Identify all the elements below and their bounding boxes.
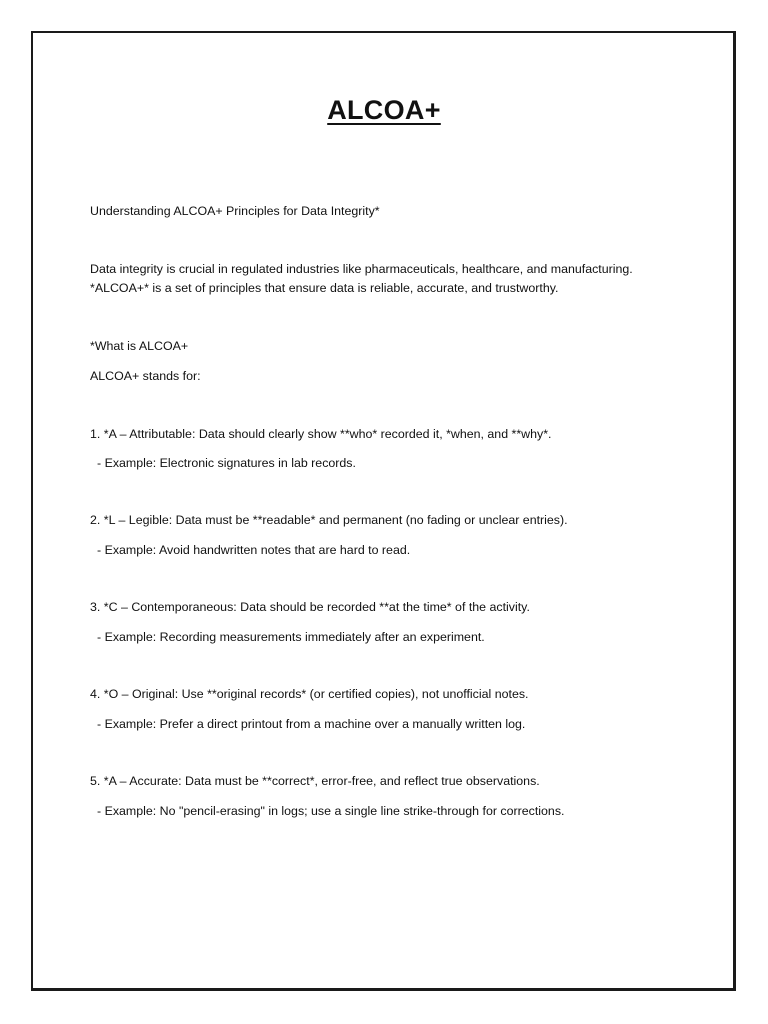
principle-attributable: 1. *A – Attributable: Data should clearly show **who* recorded it, *when, and **why*. — [90, 427, 552, 441]
principle-original: 4. *O – Original: Use **original records* (or certified copies), not unofficial notes. — [90, 687, 529, 701]
example-legible: - Example: Avoid handwritten notes that are hard to read. — [97, 543, 411, 557]
document-subtitle: Understanding ALCOA+ Principles for Data Integrity* — [90, 204, 380, 218]
stands-for-text: ALCOA+ stands for: — [90, 369, 201, 383]
section-heading: *What is ALCOA+ — [90, 339, 189, 353]
example-accurate: - Example: No "pencil-erasing" in logs; use a single line strike-through for corrections. — [97, 804, 565, 818]
example-attributable: - Example: Electronic signatures in lab records. — [97, 456, 356, 470]
principle-contemporaneous: 3. *C – Contemporaneous: Data should be recorded **at the time* of the activity. — [90, 600, 530, 614]
page-border-shadow — [33, 33, 734, 989]
intro-line-1: Data integrity is crucial in regulated industries like pharmaceuticals, healthcare, and manufacturing. — [90, 262, 633, 276]
principle-accurate: 5. *A – Accurate: Data must be **correct*, error-free, and reflect true observations. — [90, 774, 540, 788]
example-contemporaneous: - Example: Recording measurements immediately after an experiment. — [97, 630, 485, 644]
intro-line-2: *ALCOA+* is a set of principles that ensure data is reliable, accurate, and trustworthy. — [90, 281, 559, 295]
principle-legible: 2. *L – Legible: Data must be **readable* and permanent (no fading or unclear entries). — [90, 513, 568, 527]
document-title: ALCOA+ — [327, 95, 441, 125]
example-original: - Example: Prefer a direct printout from a machine over a manually written log. — [97, 717, 526, 731]
